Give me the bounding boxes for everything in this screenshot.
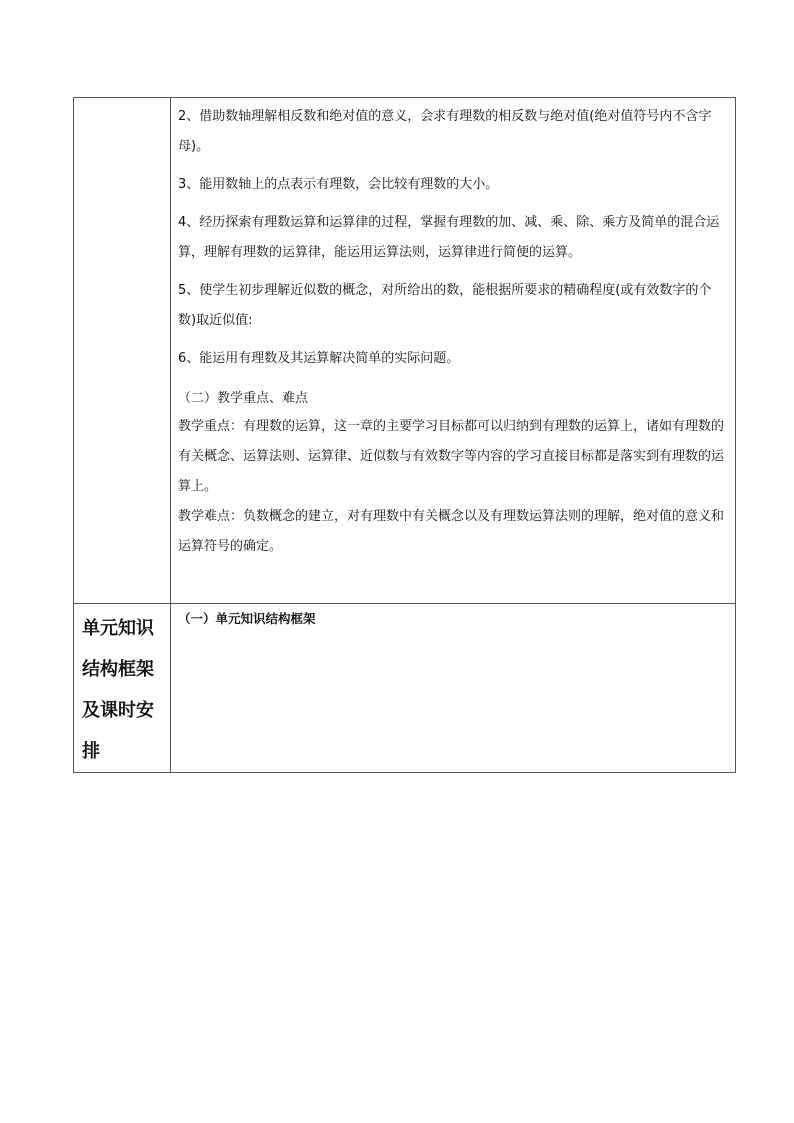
objectives-label-cell [74,98,171,604]
lesson-plan-table [73,97,736,773]
unit-structure-row [74,604,736,773]
objective-item-4: 4、经历探索有理数运算和运算律的过程，掌握有理数的加、减、乘、除、乘方及简单的混合运算，理解有理数的运算律，能运用运算法则，运算律进行简便的运算。 [178,215,720,260]
key-points-heading: （二）教学重点、难点 [178,391,309,406]
unit-structure-label: 单元知识结构框架及课时安排 [82,618,154,762]
objectives-row [74,98,736,604]
objectives-content-cell [171,98,736,604]
unit-structure-label-cell [74,604,171,773]
objective-item-2: 2、借助数轴理解相反数和绝对值的意义，会求有理数的相反数与绝对值(绝对值符号内不含字母)。 [178,109,712,154]
unit-structure-heading: （一）单元知识结构框架 [178,611,316,626]
cell-spacer [178,562,729,592]
teaching-difficulty: 教学难点：负数概念的建立，对有理数中有关概念以及有理数运算法则的理解，绝对值的意义和运算符号的确定。 [178,509,725,554]
unit-structure-content-cell [171,604,736,773]
teaching-focus: 教学重点：有理数的运算，这一章的主要学习目标都可以归纳到有理数的运算上，诸如有理数的有关概念、运算法则、运算律、近似数与有效数字等内容的学习直接目标都是落实到有理数的运算上。 [178,419,725,494]
objective-item-6: 6、能运用有理数及其运算解决简单的实际问题。 [178,351,460,366]
objective-item-3: 3、能用数轴上的点表示有理数，会比较有理数的大小。 [178,177,499,192]
objective-item-5: 5、使学生初步理解近似数的概念，对所给出的数，能根据所要求的精确程度(或有效数字的个数)取近似值: [178,283,712,328]
